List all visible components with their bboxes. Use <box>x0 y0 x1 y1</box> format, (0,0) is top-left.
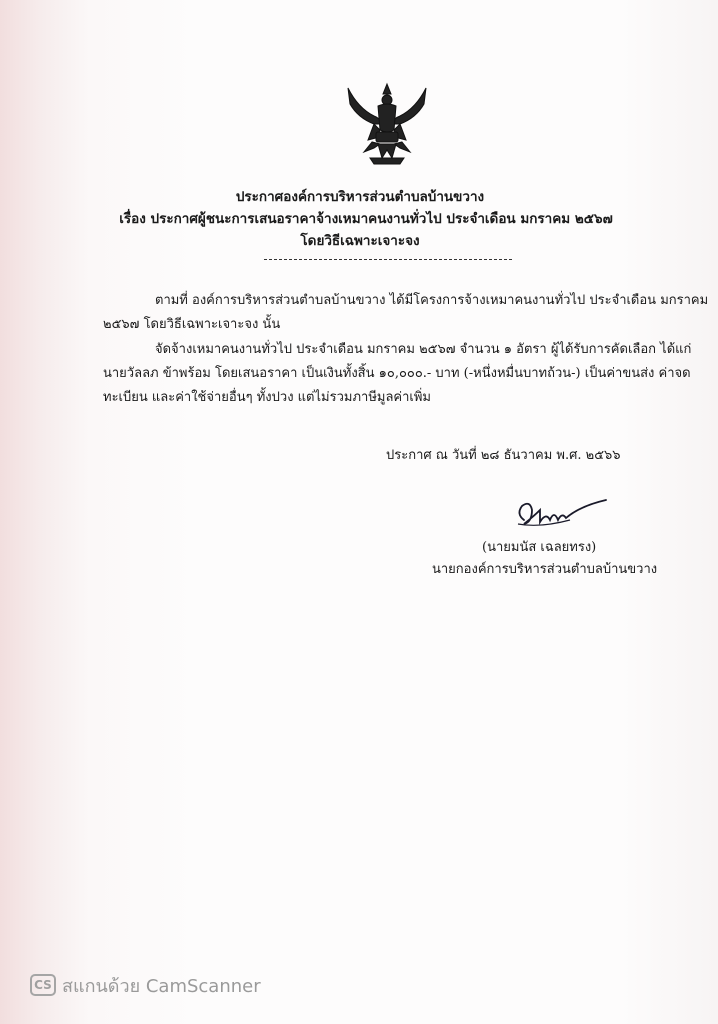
p2-line-2: นายวัลลภ ข้าพร้อม โดยเสนอราคา เป็นเงินทั้งสิ้น ๑๐,๐๐๐.- บาท (-หนึ่งหมื่นบาทถ้วน-) เป็นค่าขนส่ง ค่าจด <box>103 366 691 381</box>
signer-name: (นายมนัส เฉลยทรง) <box>482 540 597 555</box>
signer-title: นายกองค์การบริหารส่วนตำบลบ้านขวาง <box>432 562 658 577</box>
p1-line-1: ตามที่ องค์การบริหารส่วนตำบลบ้านขวาง ได้มีโครงการจ้างเหมาคนงานทั่วไป ประจำเดือน มกราคม <box>155 293 709 308</box>
camscanner-logo-icon: CS <box>30 974 56 996</box>
header-subject: เรื่อง ประกาศผู้ชนะการเสนอราคาจ้างเหมาคนงานทั่วไป ประจำเดือน มกราคม ๒๕๖๗ <box>119 211 613 227</box>
p2-line-3: ทะเบียน และค่าใช้จ่ายอื่นๆ ทั้งปวง แต่ไม่รวมภาษีมูลค่าเพิ่ม <box>103 390 432 405</box>
header-divider <box>264 259 512 260</box>
camscanner-watermark <box>30 972 261 998</box>
p2-line-1: จัดจ้างเหมาคนงานทั่วไป ประจำเดือน มกราคม ๒๕๖๗ จำนวน ๑ อัตรา ผู้ได้รับการคัดเลือก ได้แก่ <box>155 342 692 357</box>
paragraph-2 <box>103 338 692 410</box>
header-method: โดยวิธีเฉพาะเจาะจง <box>300 233 420 249</box>
announce-date: ประกาศ ณ วันที่ ๒๘ ธันวาคม พ.ศ. ๒๕๖๖ <box>386 448 621 463</box>
garuda-emblem-icon <box>344 78 430 166</box>
watermark-text: สแกนด้วย CamScanner <box>62 975 261 997</box>
paragraph-1 <box>103 289 709 337</box>
handwritten-signature <box>510 494 620 534</box>
header-organization: ประกาศองค์การบริหารส่วนตำบลบ้านขวาง <box>235 189 485 205</box>
announcement-header <box>60 186 660 252</box>
p1-line-2: ๒๕๖๗ โดยวิธีเฉพาะเจาะจง นั้น <box>103 317 281 332</box>
